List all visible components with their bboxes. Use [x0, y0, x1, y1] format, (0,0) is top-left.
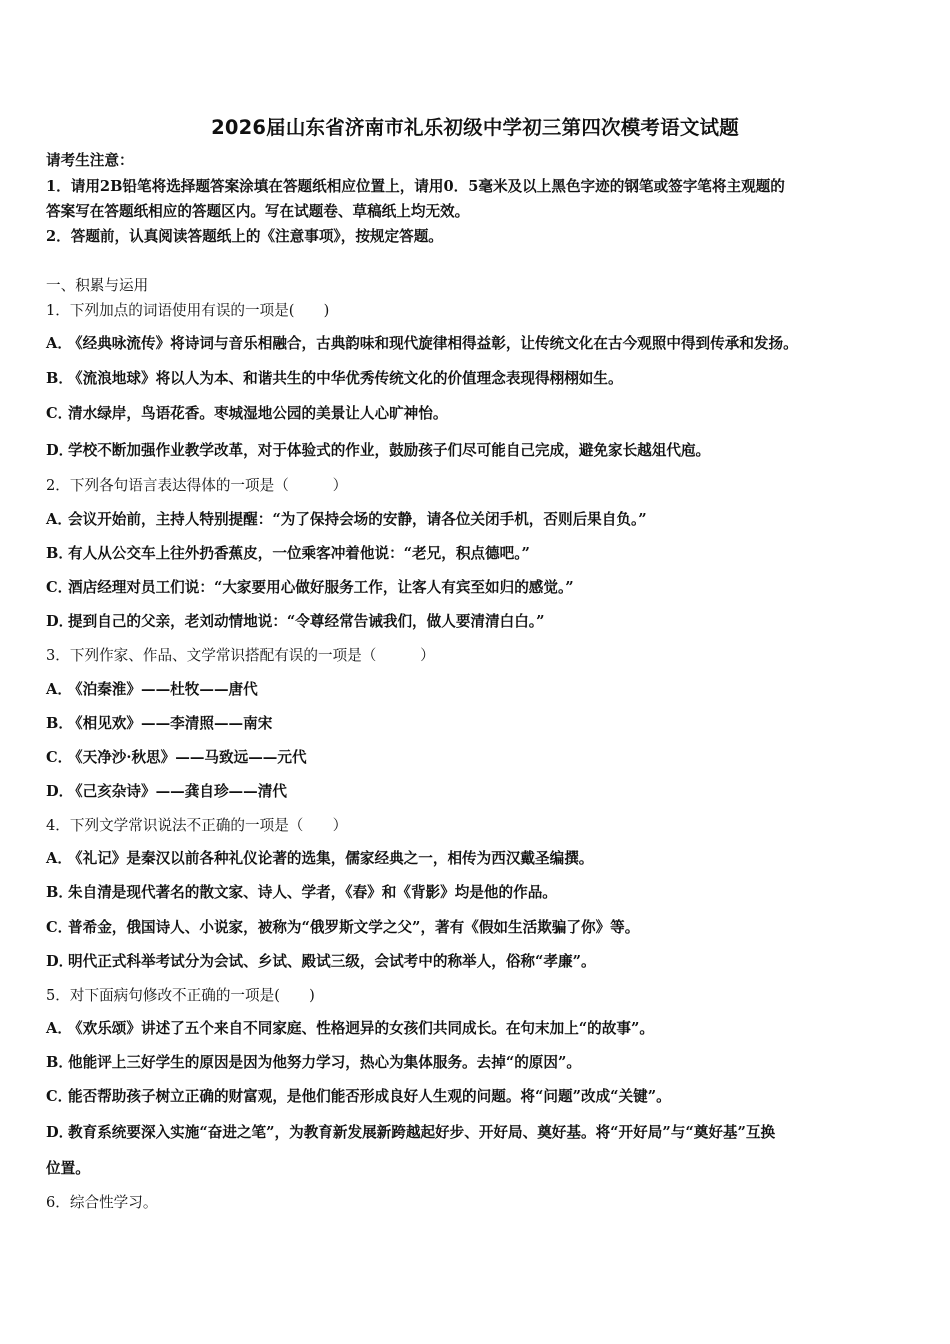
question-3-option-b: [46, 714, 272, 734]
option-text: 《泊秦淮》——杜牧——唐代: [68, 681, 258, 698]
question-2-option-b: [46, 544, 530, 564]
notice-line-1: 1．请用2B铅笔将选择题答案涂填在答题纸相应位置上，请用0．5毫米及以上黑色字迹的钢笔或签字笔将主观题的: [46, 178, 785, 195]
option-letter: D．: [46, 953, 74, 970]
option-letter: C．: [46, 1088, 73, 1105]
option-letter: A．: [46, 850, 72, 867]
option-letter: A．: [46, 1020, 72, 1037]
option-text: 会议开始前，主持人特别提醒：“为了保持会场的安静，请各位关闭手机，否则后果自负。”: [68, 511, 647, 528]
option-letter: A．: [46, 511, 72, 528]
option-text: 教育系统要深入实施“奋进之笔”，为教育新发展新跨越起好步、开好局、奠好基。将“开好局”与“奠好基”互换: [68, 1124, 776, 1141]
option-letter: C．: [46, 579, 73, 596]
option-letter: C．: [46, 405, 73, 422]
question-5-option-d: [46, 1123, 775, 1143]
option-letter: B．: [46, 370, 73, 387]
option-text: 提到自己的父亲，老刘动情地说：“令尊经常告诫我们，做人要清清白白。”: [68, 613, 545, 630]
question-4-option-b: [46, 883, 557, 903]
question-2-option-a: [46, 510, 647, 530]
question-4-option-d: [46, 952, 596, 972]
question-5-option-a: [46, 1019, 654, 1039]
question-5-option-c: [46, 1087, 671, 1107]
option-letter: A．: [46, 681, 72, 698]
question-5-option-d-continued: 位置。: [46, 1160, 90, 1177]
option-letter: C．: [46, 749, 73, 766]
option-letter: C．: [46, 919, 73, 936]
option-text: 《己亥杂诗》——龚自珍——清代: [68, 783, 287, 800]
option-text: 有人从公交车上往外扔香蕉皮，一位乘客冲着他说：“老兄，积点德吧。”: [68, 545, 530, 562]
question-2-option-c: [46, 578, 574, 598]
question-3-stem: 3．下列作家、作品、文学常识搭配有误的一项是（ ）: [46, 647, 435, 664]
option-letter: B．: [46, 545, 73, 562]
option-letter: D．: [46, 613, 74, 630]
question-4-stem: 4．下列文学常识说法不正确的一项是（ ）: [46, 817, 348, 834]
section-heading: 一、积累与运用: [46, 277, 149, 294]
question-3-option-d: [46, 782, 287, 802]
page-title: 2026届山东省济南市礼乐初级中学初三第四次模考语文试题: [211, 116, 739, 139]
question-4-option-a: [46, 849, 593, 869]
option-text: 《相见欢》——李清照——南宋: [68, 715, 273, 732]
option-letter: B．: [46, 884, 73, 901]
option-text: 清水绿岸，鸟语花香。枣城湿地公园的美景让人心旷神怡。: [68, 405, 448, 422]
question-3-option-c: [46, 748, 307, 768]
option-text: 他能评上三好学生的原因是因为他努力学习，热心为集体服务。去掉“的原因”。: [68, 1054, 581, 1071]
option-letter: D．: [46, 1124, 74, 1141]
option-text: 《天净沙·秋思》——马致远——元代: [68, 749, 307, 766]
question-1-option-b: [46, 369, 623, 389]
question-3-option-a: [46, 680, 258, 700]
notice-line-1b: 答案写在答题纸相应的答题区内。写在试题卷、草稿纸上均无效。: [46, 203, 470, 220]
option-text: 学校不断加强作业教学改革，对于体验式的作业，鼓励孩子们尽可能自己完成，避免家长越俎代庖。: [68, 442, 711, 459]
question-5-option-b: [46, 1053, 581, 1073]
option-text: 《经典咏流传》将诗词与音乐相融合，古典韵味和现代旋律相得益彰，让传统文化在古今观照中得到传承和发扬。: [68, 335, 798, 352]
question-1-option-a: [46, 334, 798, 354]
option-text: 能否帮助孩子树立正确的财富观，是他们能否形成良好人生观的问题。将“问题”改成“关键”。: [68, 1088, 671, 1105]
option-text: 明代正式科举考试分为会试、乡试、殿试三级，会试考中的称举人，俗称“孝廉”。: [68, 953, 596, 970]
question-1-option-d: [46, 441, 710, 461]
option-letter: A．: [46, 335, 72, 352]
question-1-option-c: [46, 404, 447, 424]
notice-heading: 请考生注意：: [46, 152, 134, 169]
question-2-stem: 2．下列各句语言表达得体的一项是（ ）: [46, 477, 348, 494]
option-text: 《欢乐颂》讲述了五个来自不同家庭、性格迥异的女孩们共同成长。在句末加上“的故事”。: [68, 1020, 654, 1037]
option-letter: D．: [46, 442, 74, 459]
question-5-stem: 5．对下面病句修改不正确的一项是( ): [46, 987, 315, 1004]
option-text: 朱自清是现代著名的散文家、诗人、学者，《春》和《背影》均是他的作品。: [68, 884, 557, 901]
option-letter: B．: [46, 1054, 73, 1071]
option-text: 普希金，俄国诗人、小说家，被称为“俄罗斯文学之父”，著有《假如生活欺骗了你》等。: [68, 919, 640, 936]
question-6-stem: 6．综合性学习。: [46, 1194, 158, 1211]
option-text: 《流浪地球》将以人为本、和谐共生的中华优秀传统文化的价值理念表现得栩栩如生。: [68, 370, 623, 387]
option-text: 酒店经理对员工们说：“大家要用心做好服务工作，让客人有宾至如归的感觉。”: [68, 579, 574, 596]
question-2-option-d: [46, 612, 545, 632]
option-letter: B．: [46, 715, 73, 732]
question-1-stem: 1．下列加点的词语使用有误的一项是( ): [46, 302, 330, 319]
option-letter: D．: [46, 783, 74, 800]
question-4-option-c: [46, 918, 639, 938]
notice-line-2: 2．答题前，认真阅读答题纸上的《注意事项》，按规定答题。: [46, 228, 443, 245]
option-text: 《礼记》是秦汉以前各种礼仪论著的选集，儒家经典之一，相传为西汉戴圣编撰。: [68, 850, 594, 867]
